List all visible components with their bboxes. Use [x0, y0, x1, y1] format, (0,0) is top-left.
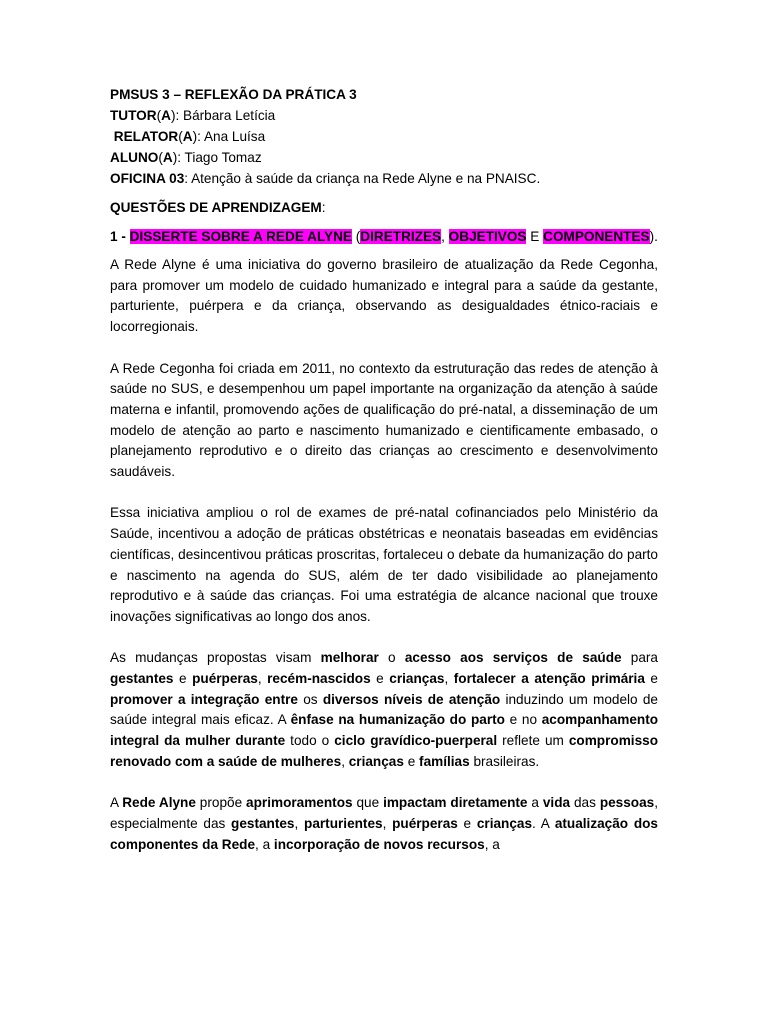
highlight-componentes: COMPONENTES [543, 229, 650, 244]
tutor-line: TUTOR(A): Bárbara Letícia [110, 108, 276, 123]
highlight-main: DISSERTE SOBRE A REDE ALYNE [129, 229, 352, 244]
oficina-line: OFICINA 03: Atenção à saúde da criança na Rede Alyne e na PNAISC. [110, 171, 541, 186]
questions-heading: QUESTÕES DE APRENDIZAGEM: [110, 200, 326, 215]
document-title: PMSUS 3 – REFLEXÃO DA PRÁTICA 3 [110, 87, 357, 102]
paragraph-3: Essa iniciativa ampliou o rol de exames de pré-natal cofinanciados pelo Ministério da Saúde, incentivou a adoção de práticas obstétricas e neonatais baseadas em evidências científicas, desincentivou práticas proscritas, fortaleceu o debate da humanização do parto e nascimento na agenda do SUS, além de ter dado visibilidade ao planejamento reprodutivo e à saúde das crianças. Foi uma estratégia de alcance nacional que trouxe inovações significativas ao longo dos anos. [110, 505, 658, 624]
question-1: 1 - DISSERTE SOBRE A REDE ALYNE (DIRETRIZES, OBJETIVOS E COMPONENTES). [110, 229, 658, 244]
paragraph-4: As mudanças propostas visam melhorar o acesso aos serviços de saúde para gestantes e puérperas, recém-nascidos e crianças, fortalecer a atenção primária e promover a integração entre os diversos níveis de atenção induzindo um modelo de saúde integral mais eficaz. A ênfase na humanização do parto e no acompanhamento integral da mulher durante todo o ciclo gravídico-puerperal reflete um compromisso renovado com a saúde de mulheres, crianças e famílias brasileiras. [110, 650, 659, 769]
paragraph-1: A Rede Alyne é uma iniciativa do governo brasileiro de atualização da Rede Cegonha, para promover um modelo de cuidado humanizado e integral para a saúde da gestante, parturiente, puérpera e da criança, observando as desigualdades étnico-raciais e locorregionais. [110, 257, 658, 335]
highlight-diretrizes: DIRETRIZES [360, 229, 442, 244]
highlight-objetivos: OBJETIVOS [448, 229, 527, 244]
relator-line: RELATOR(A): Ana Luísa [113, 129, 266, 144]
paragraph-2: A Rede Cegonha foi criada em 2011, no contexto da estruturação das redes de atenção à saúde no SUS, e desempenhou um papel importante na organização da atenção à saúde materna e infantil, promovendo ações de qualificação do pré-natal, a disseminação de um modelo de atenção ao parto e nascimento humanizado e cientificamente embasado, o planejamento reprodutivo e o direito das crianças ao crescimento e desenvolvimento saudáveis. [110, 360, 658, 480]
aluno-line: ALUNO(A): Tiago Tomaz [110, 150, 262, 165]
paragraph-5: A Rede Alyne propõe aprimoramentos que impactam diretamente a vida das pessoas, especialmente das gestantes, parturientes, puérperas e crianças. A atualização dos componentes da Rede, a incorporação de novos recursos, a [110, 795, 659, 852]
